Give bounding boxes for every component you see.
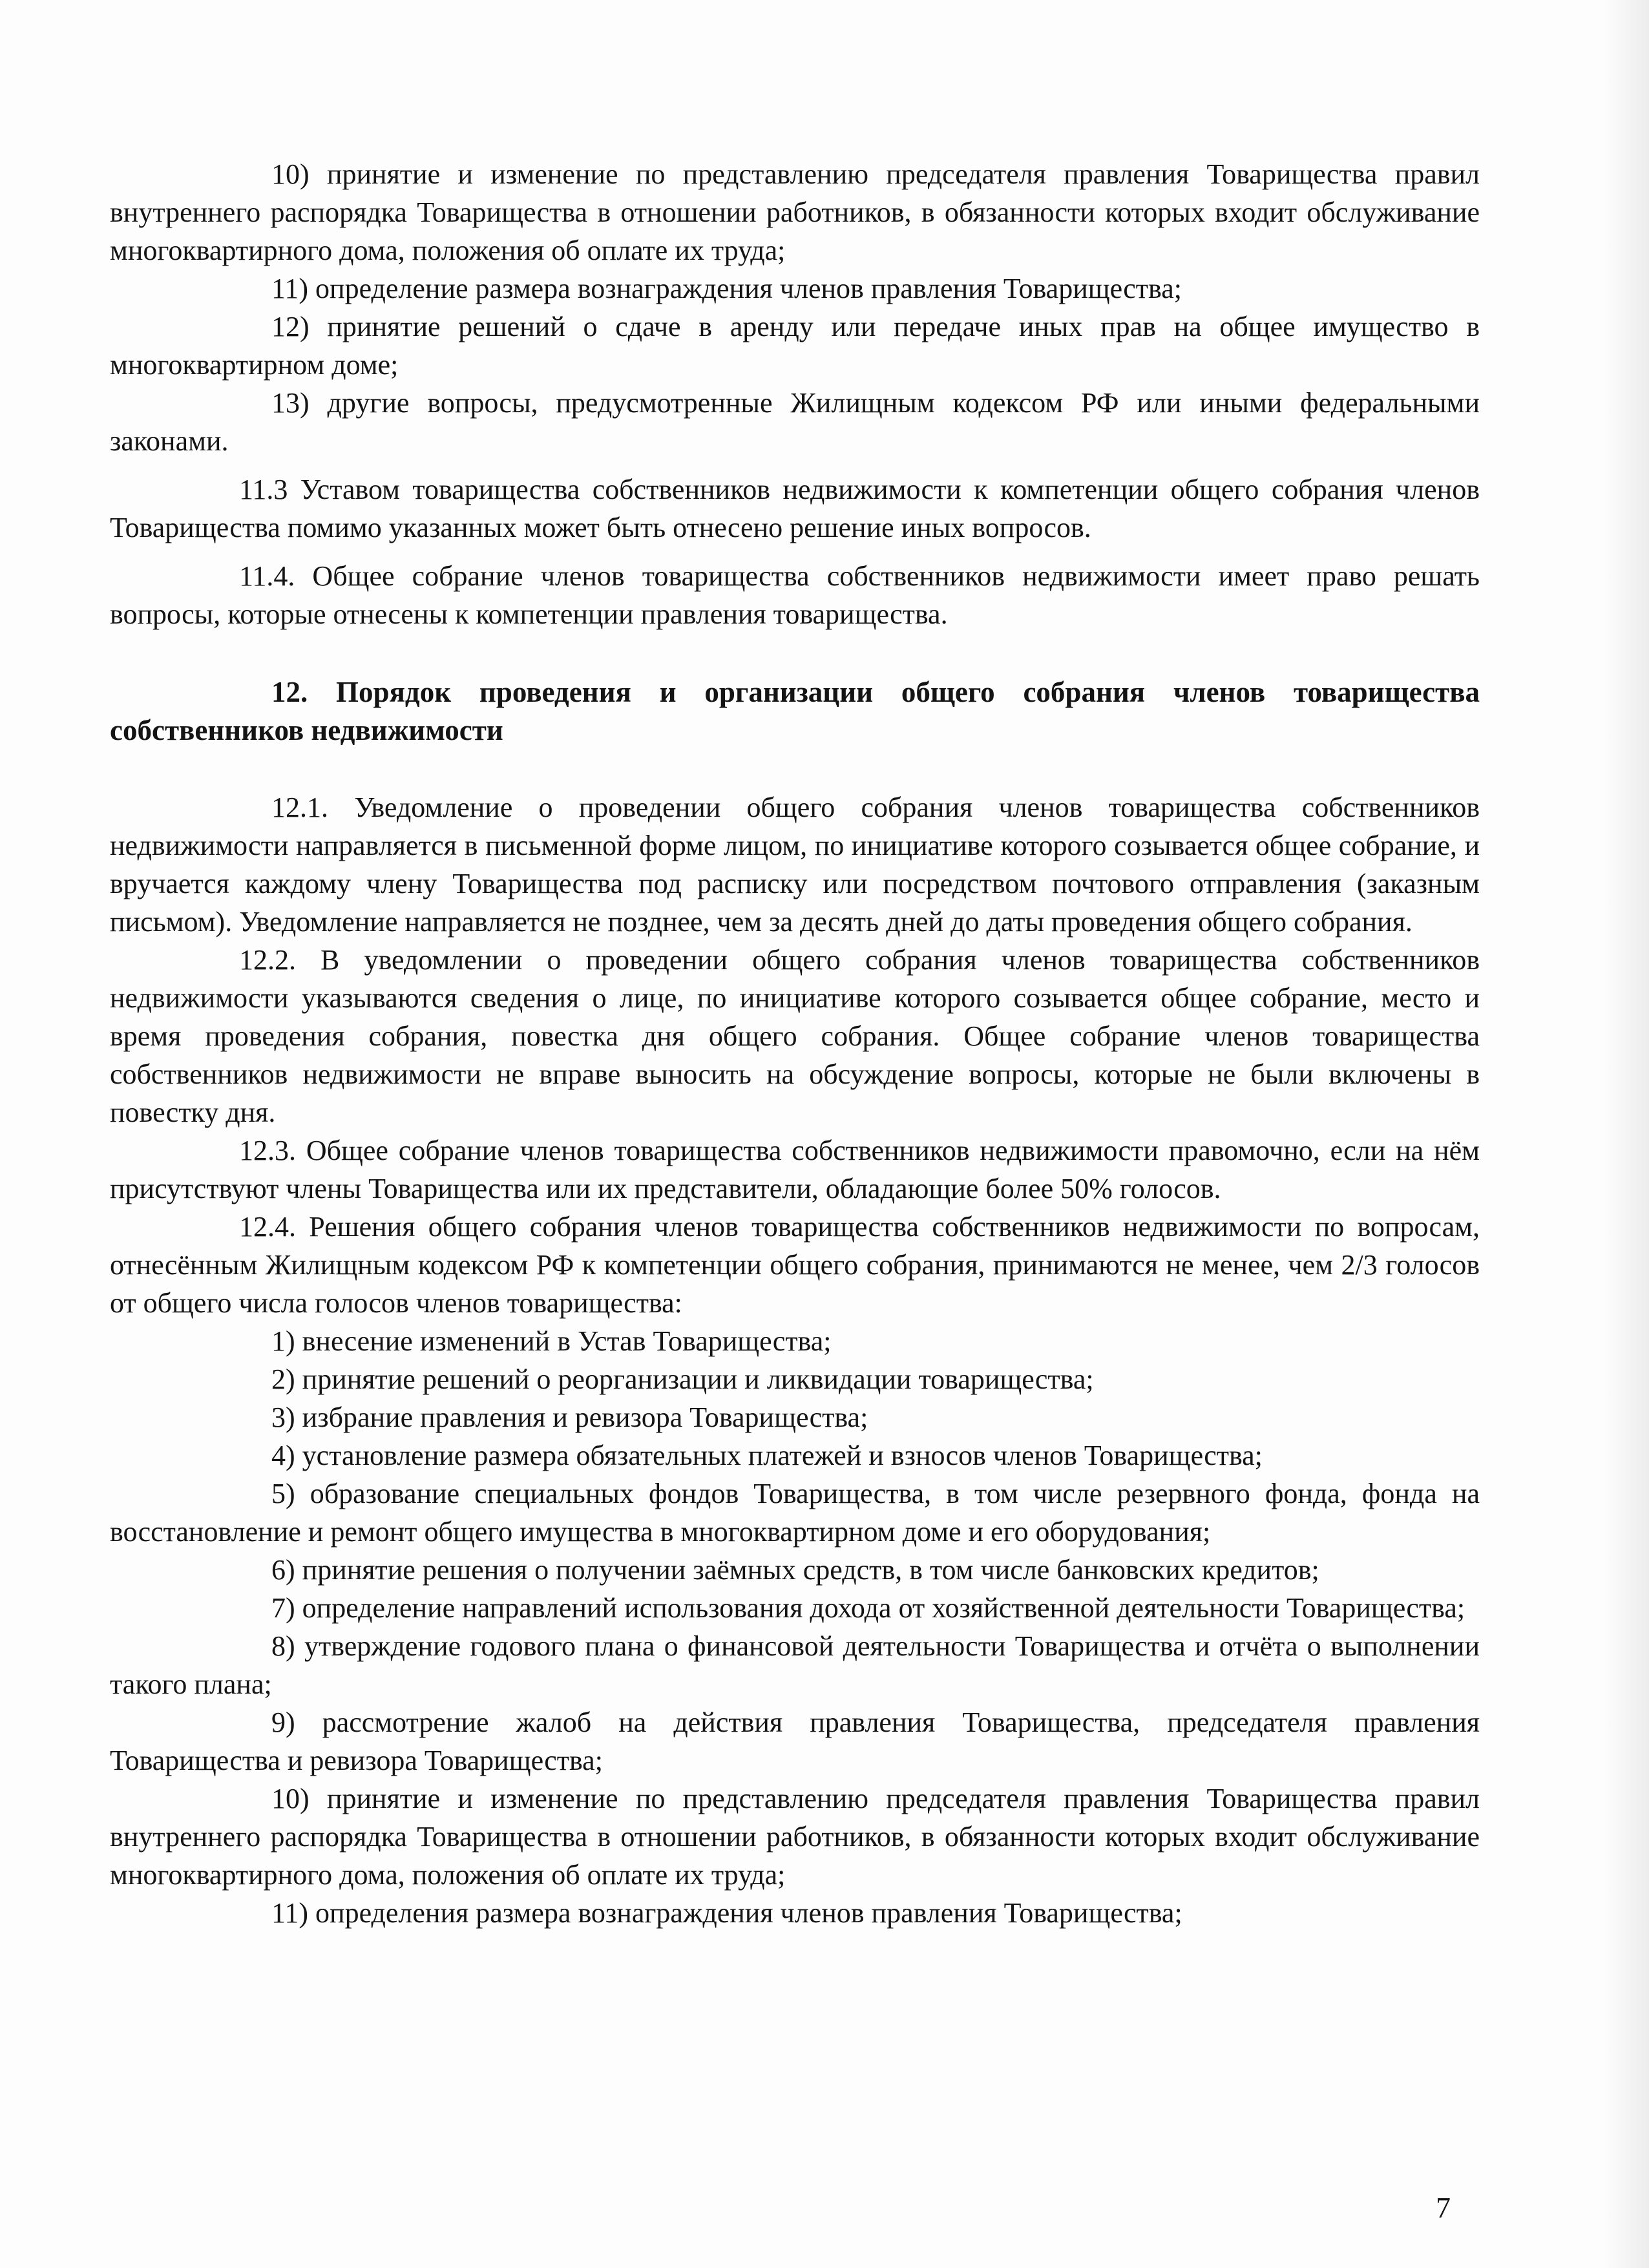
list-item-12-4-5: 5) образование специальных фондов Товарищества, в том числе резервного фонда, фонда на восстановление и ремонт общего имущества в многоквартирном доме и его оборудования; (110, 1478, 1480, 1548)
list-item-12-4-4: 4) установление размера обязательных платежей и взносов членов Товарищества; (271, 1440, 1263, 1471)
list-item-12-4-10: 10) принятие и изменение по представлению председателя правления Товарищества правил внутреннего распорядка Товарищества в отношении работников, в обязанности которых входит обслуживание многоквартирного дома, положения об оплате их труда; (110, 1783, 1480, 1891)
item-10-top: 10) принятие и изменение по представлению председателя правления Товарищества правил внутреннего распорядка Товарищества в отношении работников, в обязанности которых входит обслуживание многоквартирного дома, положения об оплате их труда; (110, 158, 1480, 266)
item-12-top: 12) принятие решений о сдаче в аренду или передаче иных прав на общее имущество в многоквартирном доме; (110, 311, 1480, 381)
item-13-top: 13) другие вопросы, предусмотренные Жилищным кодексом РФ или иными федеральными законами. (110, 387, 1480, 457)
document-body (110, 155, 1480, 1932)
item-11-top: 11) определение размера вознаграждения членов правления Товарищества; (271, 273, 1182, 304)
paragraph-11-3: 11.3 Уставом товарищества собственников недвижимости к компетенции общего собрания членов Товарищества помимо указанных может быть отнесено решение иных вопросов. (110, 474, 1480, 543)
section-12-heading: 12. Порядок проведения и организации общего собрания членов товарищества собственников недвижимости (110, 676, 1480, 746)
paragraph-12-1: 12.1. Уведомление о проведении общего собрания членов товарищества собственников недвижимости направляется в письменной форме лицом, по инициативе которого созывается общее собрание, и вручается каждому члену Товарищества под расписку или посредством почтового отправления (заказным письмом). Уведомление направляется не позднее, чем за десять дней до даты проведения общего собрания. (110, 792, 1480, 938)
list-item-12-4-1: 1) внесение изменений в Устав Товарищества; (271, 1325, 832, 1357)
list-item-12-4-6: 6) принятие решения о получении заёмных средств, в том числе банковских кредитов; (271, 1554, 1319, 1586)
paragraph-12-2: 12.2. В уведомлении о проведении общего собрания членов товарищества собственников недвижимости указываются сведения о лице, по инициативе которого созывается общее собрание, место и время проведения собрания, повестка дня общего собрания. Общее собрание членов товарищества собственников недвижимости не вправе выносить на обсуждение вопросы, которые не были включены в повестку дня. (110, 944, 1480, 1128)
list-item-12-4-9: 9) рассмотрение жалоб на действия правления Товарищества, председателя правления Товарищества и ревизора Товарищества; (110, 1706, 1480, 1776)
list-item-12-4-7: 7) определение направлений использования дохода от хозяйственной деятельности Товарищества; (271, 1592, 1465, 1624)
scan-edge-shadow (1604, 0, 1649, 2268)
list-item-12-4-2: 2) принятие решений о реорганизации и ликвидации товарищества; (271, 1363, 1094, 1395)
list-item-12-4-8: 8) утверждение годового плана о финансовой деятельности Товарищества и отчёта о выполнении такого плана; (110, 1630, 1480, 1700)
paragraph-11-4: 11.4. Общее собрание членов товарищества собственников недвижимости имеет право решать вопросы, которые отнесены к компетенции правления товарищества. (110, 560, 1480, 630)
page-number: 7 (1436, 2191, 1451, 2224)
list-item-12-4-3: 3) избрание правления и ревизора Товарищества; (271, 1402, 868, 1433)
paragraph-12-4: 12.4. Решения общего собрания членов товарищества собственников недвижимости по вопросам, отнесённым Жилищным кодексом РФ к компетенции общего собрания, принимаются не менее, чем 2/3 голосов от общего числа голосов членов товарищества: (110, 1211, 1480, 1319)
paragraph-12-3: 12.3. Общее собрание членов товарищества собственников недвижимости правомочно, если на нём присутствуют члены Товарищества или их представители, обладающие более 50% голосов. (110, 1135, 1480, 1204)
list-item-12-4-11: 11) определения размера вознаграждения членов правления Товарищества; (271, 1897, 1182, 1929)
